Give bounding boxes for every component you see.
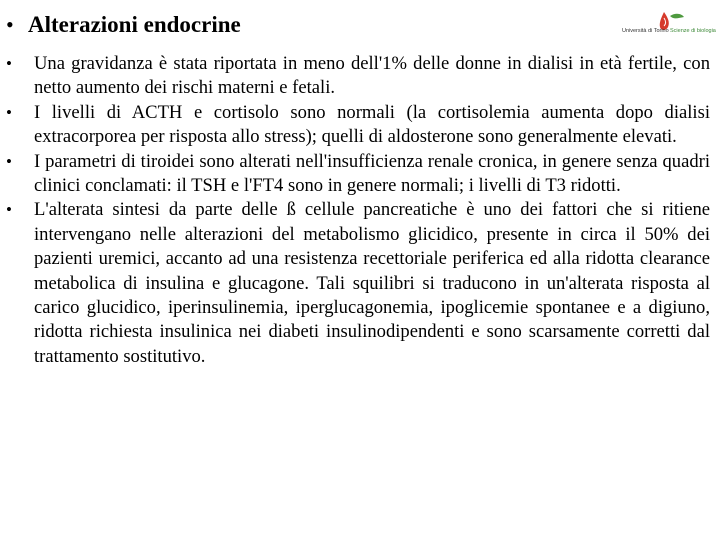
title-bullet: • [6,12,14,37]
bullet-list [6,52,710,369]
list-item [6,101,710,150]
list-item [6,198,710,369]
bullet-marker: • [6,102,12,122]
bullet-marker: • [6,54,12,73]
list-item [6,52,710,101]
list-item-text: L'alterata sintesi da parte delle ß cellule pancreatiche è uno dei fattori che si ritiene intervengano nelle alterazioni del metabolismo glicidico, presente in circa il 50% dei pazienti uremici, accanto ad una resistenza recettoriale periferica ed alla ridotta clearance metabolica di insulina e glucagone. Tali squilibri si traducono in un'alterata risposta al carico glucidico, iperinsulinemia, iperglucagonemia, ipoglicemie spontanee e a digiuno, ridotta richiesta insulinica nei diabeti insulinodipendenti e sono scarsamente corretti dal trattamento sostitutivo. [34,199,710,367]
page-title: Alterazioni endocrine [28,12,241,37]
list-item-text: I parametri di tiroidei sono alterati nell'insufficienza renale cronica, in genere senza quadri clinici conclamati: il TSH e l'FT4 sono in genere normali; i livelli di T3 ridotti. [34,150,710,197]
list-item-text: I livelli di ACTH e cortisolo sono normali (la cortisolemia aumenta dopo dialisi extracorporea per risposta allo stress); quelli di aldosterone sono generalmente elevati. [34,101,710,148]
logo-left-text: Università di Torino [622,28,669,34]
logo-leaf-icon [670,14,684,19]
bullet-marker: • [6,151,12,171]
university-logo-icon [618,8,716,42]
list-item-text: Una gravidanza è stata riportata in meno dell'1% delle donne in dialisi in età fertile, con netto aumento dei rischi materni e fetali. [34,53,710,99]
bullet-marker: • [6,200,12,220]
list-item [6,150,710,199]
title-row [6,10,241,40]
logo-right-text: Scienze di biologia [670,28,716,34]
